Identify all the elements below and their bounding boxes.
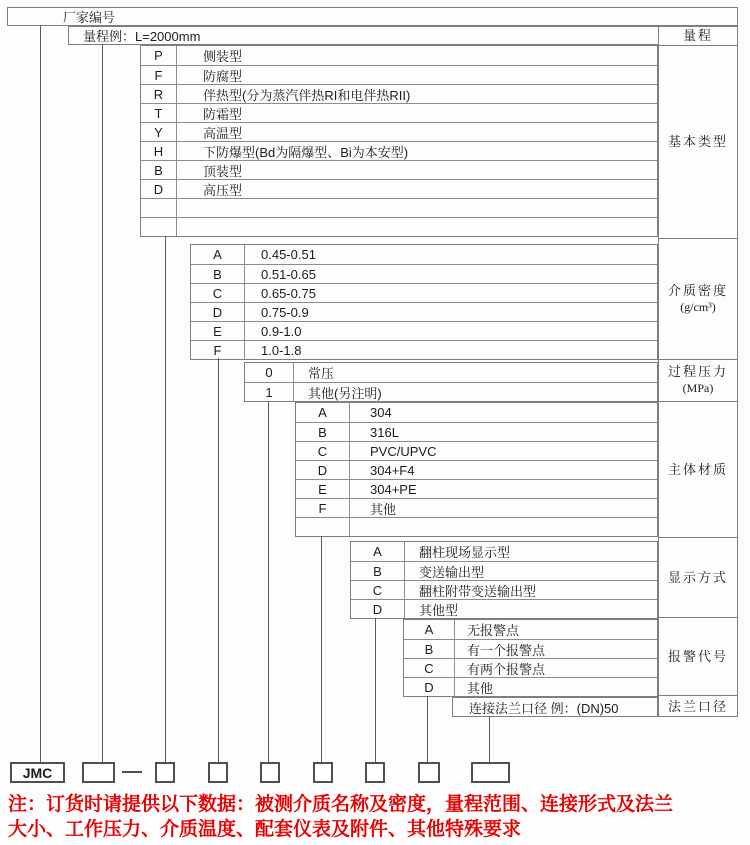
range-example-row — [68, 26, 658, 45]
range-example-label: 量程例：L=2000mm — [83, 29, 201, 44]
dash-separator — [122, 771, 142, 773]
code-cell: A — [296, 403, 350, 422]
table-row — [296, 403, 657, 422]
manufacturer-number-label: 厂家编号 — [63, 10, 116, 25]
code-cell: E — [296, 480, 350, 498]
code-cell: R — [141, 85, 177, 103]
table-row — [351, 542, 657, 561]
model-box-display — [365, 762, 385, 783]
value-cell: 其他 — [467, 680, 494, 696]
value-cell: 顶装型 — [203, 163, 243, 179]
value-cell: 有一个报警点 — [467, 642, 546, 658]
value-cell: 其他型 — [419, 602, 459, 618]
category-label-unit: (g/cm³) — [680, 299, 716, 314]
category-label-unit: (MPa) — [682, 381, 714, 396]
connector-line-manufacturer — [40, 25, 41, 762]
table-row — [404, 639, 657, 658]
value-cell: 0.45-0.51 — [261, 247, 316, 262]
table-row — [141, 84, 657, 103]
table-row — [296, 441, 657, 460]
code-cell — [141, 218, 177, 236]
table-row — [141, 122, 657, 141]
manufacturer-number-row — [7, 7, 738, 26]
order-note-line2: 大小、工作压力、介质温度、配套仪表及附件、其他特殊要求 — [8, 819, 522, 840]
table-row — [141, 65, 657, 84]
code-cell: D — [404, 678, 455, 696]
code-cell: P — [141, 46, 177, 65]
value-cell: 侧装型 — [203, 49, 243, 64]
value-cell: 304+PE — [370, 481, 417, 497]
category-label-text: 介质密度 — [667, 282, 728, 298]
category-label-text: 量程 — [682, 28, 713, 44]
table-row — [296, 479, 657, 498]
value-cell: 0.9-1.0 — [261, 323, 302, 339]
model-box-basic-type — [155, 762, 175, 783]
value-cell: 304 — [370, 405, 392, 420]
flange-size-label: 连接法兰口径 例：(DN)50 — [469, 700, 619, 716]
category-label-flange — [659, 696, 737, 716]
connector-line-range — [102, 44, 103, 762]
category-label-text: 主体材质 — [667, 462, 728, 478]
model-box-density — [208, 762, 228, 783]
value-cell: 高压型 — [203, 182, 243, 198]
display-mode-table — [350, 541, 658, 619]
connector-line-basic-type — [165, 236, 166, 762]
table-row — [404, 620, 657, 639]
value-cell: 304+F4 — [370, 462, 415, 478]
category-label-text: 过程压力 — [667, 364, 728, 380]
table-row — [191, 245, 657, 264]
table-row — [351, 580, 657, 599]
category-label-pressure — [659, 360, 737, 403]
code-cell: F — [141, 66, 177, 84]
code-cell: D — [141, 180, 177, 198]
code-cell: C — [351, 581, 405, 599]
category-label-text: 法兰口径 — [667, 698, 728, 714]
value-cell: 无报警点 — [467, 623, 520, 638]
code-cell: E — [191, 322, 245, 340]
connector-line-density — [218, 358, 219, 762]
model-box-prefix — [10, 762, 65, 783]
table-row — [296, 460, 657, 479]
category-label-range — [659, 27, 737, 46]
code-cell: F — [296, 499, 350, 517]
value-cell: 0.75-0.9 — [261, 304, 309, 320]
basic-type-table — [140, 45, 658, 237]
connector-line-flange — [489, 716, 490, 762]
table-row — [141, 179, 657, 198]
category-label-material — [659, 402, 737, 538]
model-prefix-text: JMC — [22, 764, 53, 781]
table-row — [141, 141, 657, 160]
code-cell: B — [404, 640, 455, 658]
connector-line-display — [375, 618, 376, 762]
table-row — [141, 160, 657, 179]
code-cell: A — [404, 620, 455, 639]
category-label-display — [659, 538, 737, 618]
connector-line-pressure — [268, 401, 269, 762]
value-cell: 其他(另注明) — [308, 385, 382, 401]
table-row — [404, 658, 657, 677]
code-cell: D — [351, 600, 405, 618]
category-label-text: 基本类型 — [667, 134, 728, 150]
alarm-table — [403, 619, 658, 697]
value-cell: 翻柱现场显示型 — [419, 545, 511, 560]
table-row — [191, 340, 657, 359]
table-row — [296, 517, 657, 536]
table-row — [351, 599, 657, 618]
code-cell: A — [351, 542, 405, 561]
category-label-column — [658, 26, 738, 717]
code-cell: B — [351, 562, 405, 580]
code-cell — [296, 518, 350, 536]
code-cell: C — [404, 659, 455, 677]
value-cell: 翻柱附带变送输出型 — [419, 583, 537, 599]
model-box-flange — [471, 762, 510, 783]
model-box-range — [82, 762, 115, 783]
code-cell: D — [191, 303, 245, 321]
order-note-line1: 注：订货时请提供以下数据：被测介质名称及密度，量程范围、连接形式及法兰 — [8, 794, 674, 815]
value-cell: 防霜型 — [203, 106, 243, 122]
value-cell: 常压 — [308, 366, 335, 381]
table-row — [351, 561, 657, 580]
value-cell: 0.51-0.65 — [261, 266, 316, 282]
model-box-alarm — [418, 762, 440, 783]
code-cell: H — [141, 142, 177, 160]
category-label-basic-type — [659, 46, 737, 239]
code-cell: 0 — [245, 363, 294, 382]
code-cell: Y — [141, 123, 177, 141]
connector-line-alarm — [427, 696, 428, 762]
model-box-pressure — [260, 762, 280, 783]
value-cell: 316L — [370, 424, 399, 440]
code-cell: 1 — [245, 383, 294, 401]
code-cell: B — [191, 265, 245, 283]
value-cell: PVC/UPVC — [370, 443, 437, 459]
value-cell: 伴热型(分为蒸汽伴热RI和电伴热RII) — [203, 87, 411, 103]
value-cell: 变送输出型 — [419, 564, 485, 580]
code-cell: A — [191, 245, 245, 264]
table-row — [141, 103, 657, 122]
table-row — [191, 264, 657, 283]
code-cell: C — [191, 284, 245, 302]
value-cell: 1.0-1.8 — [261, 342, 302, 358]
connector-line-material — [321, 536, 322, 762]
table-row — [141, 198, 657, 217]
table-row — [191, 283, 657, 302]
table-row — [141, 217, 657, 236]
flange-size-row — [452, 697, 658, 717]
code-cell: D — [296, 461, 350, 479]
value-cell: 其他 — [370, 501, 397, 517]
category-label-density — [659, 239, 737, 360]
code-cell: C — [296, 442, 350, 460]
code-cell — [141, 199, 177, 217]
category-label-text: 显示方式 — [667, 570, 728, 586]
table-row — [191, 302, 657, 321]
code-cell: T — [141, 104, 177, 122]
value-cell: 高温型 — [203, 125, 243, 141]
value-cell: 0.65-0.75 — [261, 285, 316, 301]
table-row — [296, 422, 657, 441]
table-row — [245, 363, 657, 382]
value-cell: 下防爆型(Bd为隔爆型、Bi为本安型) — [203, 144, 409, 160]
code-cell: B — [141, 161, 177, 179]
code-cell: B — [296, 423, 350, 441]
category-label-text: 报警代号 — [667, 649, 728, 665]
table-row — [245, 382, 657, 401]
material-table — [295, 402, 658, 537]
density-table — [190, 244, 658, 360]
pressure-table — [244, 362, 658, 402]
code-cell: F — [191, 341, 245, 359]
value-cell: 有两个报警点 — [467, 661, 546, 677]
model-box-material — [313, 762, 333, 783]
category-label-alarm — [659, 618, 737, 696]
value-cell: 防腐型 — [203, 68, 243, 84]
table-row — [404, 677, 657, 696]
table-row — [141, 46, 657, 65]
table-row — [296, 498, 657, 517]
table-row — [191, 321, 657, 340]
